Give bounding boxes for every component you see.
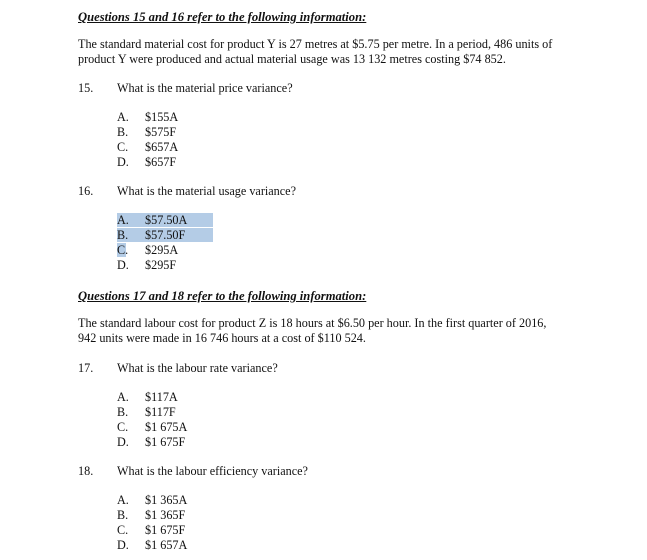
option-letter: C.: [117, 243, 145, 257]
answer-option[interactable]: [117, 493, 187, 507]
option-value: $1 365F: [145, 508, 186, 522]
answer-option-selected[interactable]: [117, 228, 213, 242]
intro-line: The standard material cost for product Y is 27 metres at $5.75 per metre. In a period, 486 units of: [78, 37, 553, 51]
option-value: $1 675A: [145, 420, 188, 434]
option-value: $1 675F: [145, 523, 186, 537]
answer-option[interactable]: [117, 435, 185, 449]
answer-option[interactable]: [117, 140, 178, 154]
answer-option[interactable]: [117, 420, 187, 434]
intro-line: product Y were produced and actual material usage was 13 132 metres costing $74 852.: [78, 51, 506, 66]
option-letter: A.: [117, 390, 129, 404]
answer-option[interactable]: [117, 258, 176, 272]
option-letter: B.: [117, 228, 129, 242]
option-value: $1 675F: [145, 435, 186, 449]
option-value: $155A: [145, 110, 179, 124]
option-letter: B.: [117, 508, 129, 522]
option-value: $117A: [145, 390, 178, 404]
option-letter: D.: [117, 435, 129, 449]
option-value: $657A: [145, 140, 179, 154]
answer-option[interactable]: [117, 110, 178, 124]
question-text: What is the material price variance?: [117, 81, 293, 95]
option-value: $57.50A: [145, 213, 188, 227]
answer-option[interactable]: [117, 243, 178, 257]
answer-option[interactable]: [117, 155, 176, 169]
option-letter: D.: [117, 538, 129, 552]
answer-option-selected[interactable]: [117, 213, 213, 227]
option-value: $295A: [145, 243, 179, 257]
option-value: $1 657A: [145, 538, 188, 552]
section-heading-q17-18: Questions 17 and 18 refer to the following information:: [78, 289, 367, 303]
option-value: $575F: [145, 125, 177, 139]
question-number: 16.: [78, 184, 94, 198]
option-value: $1 365A: [145, 493, 188, 507]
option-letter: A.: [117, 110, 129, 124]
option-letter: A.: [117, 213, 129, 227]
section-intro-q17-18: [78, 316, 598, 345]
answer-option[interactable]: [117, 508, 185, 522]
option-letter: B.: [117, 405, 129, 419]
answer-option[interactable]: [117, 125, 176, 139]
question-number: 15.: [78, 81, 94, 95]
option-value: $295F: [145, 258, 177, 272]
option-value: $657F: [145, 155, 177, 169]
answer-option[interactable]: [117, 538, 187, 552]
intro-line: 942 units were made in 16 746 hours at a cost of $110 524.: [78, 330, 366, 345]
question-text: What is the material usage variance?: [117, 184, 296, 198]
option-letter: C.: [117, 140, 129, 154]
question-text: What is the labour efficiency variance?: [117, 464, 308, 478]
option-letter: C.: [117, 523, 129, 537]
option-letter: C.: [117, 420, 129, 434]
answer-option[interactable]: [117, 523, 185, 537]
question-number: 18.: [78, 464, 94, 478]
intro-line: The standard labour cost for product Z is 18 hours at $6.50 per hour. In the first quarter of 2016,: [78, 316, 547, 330]
option-letter: B.: [117, 125, 129, 139]
question-text: What is the labour rate variance?: [117, 361, 278, 375]
option-letter: D.: [117, 258, 129, 272]
section-heading-q15-16: Questions 15 and 16 refer to the following information:: [78, 10, 367, 24]
option-value: $117F: [145, 405, 176, 419]
option-letter: A.: [117, 493, 129, 507]
answer-option[interactable]: [117, 405, 176, 419]
question-number: 17.: [78, 361, 94, 375]
answer-option[interactable]: [117, 390, 178, 404]
option-value: $57.50F: [145, 228, 186, 242]
option-letter: D.: [117, 155, 129, 169]
section-intro-q15-16: [78, 37, 598, 66]
